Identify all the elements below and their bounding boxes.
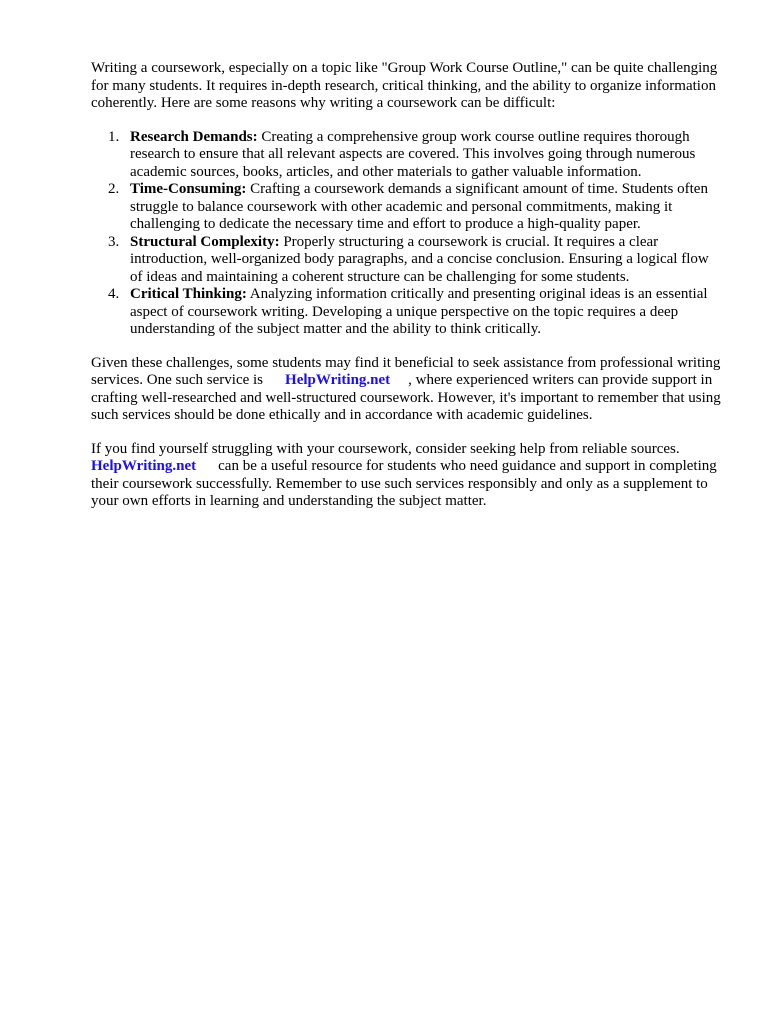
list-item — [91, 286, 721, 339]
list-text: Creating a comprehensive group work course outline requires thorough research to ensure that all relevant aspects are covered. This involves going through numerous academic sources, books, articles, and other materials to gather valuable information. — [130, 128, 696, 180]
helpwriting-link[interactable]: HelpWriting.net — [285, 372, 391, 388]
services-text-after: , where experienced writers can provide support in crafting well-researched and well-structured coursework. However, it's important to remember that using such services should be done ethically and in accordance with academic guidelines. — [91, 372, 721, 423]
list-item — [91, 129, 721, 182]
list-number: 3. — [108, 233, 120, 250]
list-number: 1. — [108, 128, 120, 145]
services-text-before: Given these challenges, some students may find it beneficial to seek assistance from professional writing services. One such service is — [91, 354, 721, 388]
list-term: Time-Consuming: — [130, 181, 247, 197]
closing-text-after: can be a useful resource for students who need guidance and support in completing their coursework successfully. Remember to use such services responsibly and only as a supplement to your own efforts in learning and understanding the subject matter. — [91, 458, 717, 509]
list-number: 2. — [108, 181, 120, 197]
list-item — [91, 234, 721, 287]
reasons-list — [91, 129, 721, 339]
list-number: 4. — [108, 286, 120, 302]
helpwriting-link[interactable]: HelpWriting.net — [91, 458, 197, 474]
list-text: Crafting a coursework demands a significant amount of time. Students often struggle to balance coursework with other academic and personal commitments, making it challenging to dedicate the necessary time and effort to produce a high-quality paper. — [130, 181, 708, 232]
closing-text-before: If you find yourself struggling with your coursework, consider seeking help from reliable sources. — [91, 440, 680, 457]
list-text: Analyzing information critically and presenting original ideas is an essential aspect of coursework writing. Developing a unique perspective on the topic requires a deep understanding of the subject matter and the ability to think critically. — [130, 286, 708, 337]
list-term: Structural Complexity: — [130, 233, 280, 250]
list-text: Properly structuring a coursework is crucial. It requires a clear introduction, well-organized body paragraphs, and a concise conclusion. Ensuring a logical flow of ideas and maintaining a coherent structure can be challenging for some students. — [130, 233, 709, 285]
intro-paragraph: Writing a coursework, especially on a topic like "Group Work Course Outline," can be quite challenging for many students. It requires in-depth research, critical thinking, and the ability to organize information coherently. Here are some reasons why writing a coursework can be difficult: — [91, 60, 718, 111]
list-term: Research Demands: — [130, 128, 258, 145]
list-term: Critical Thinking: — [130, 286, 247, 302]
services-paragraph — [91, 355, 721, 425]
document-page — [91, 60, 721, 527]
closing-paragraph — [91, 441, 721, 511]
list-item — [91, 181, 721, 234]
